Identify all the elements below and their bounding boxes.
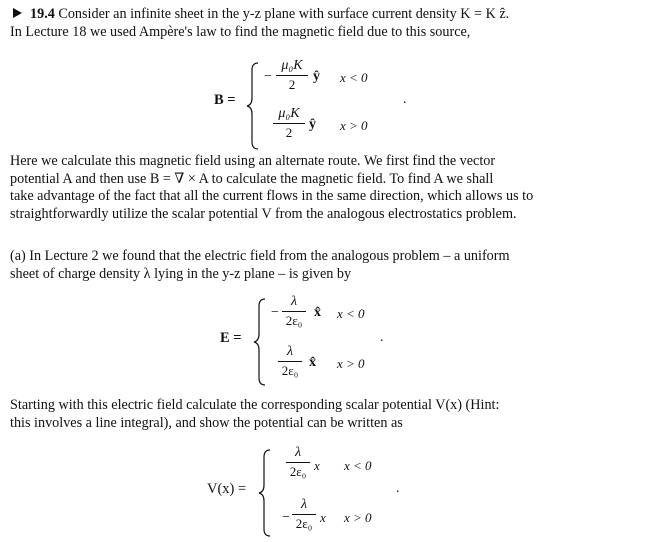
equation-scalar-potential — [0, 443, 667, 539]
intro-line-1 — [10, 6, 658, 24]
intro-line-2: In Lecture 18 we used Ampère's law to find the magnetic field due to this source, — [10, 23, 471, 40]
eq-b-row2-cond: x > 0 — [340, 118, 368, 133]
eq-b-row1-cond: x < 0 — [340, 70, 368, 85]
left-brace-icon — [246, 62, 260, 150]
eq-e-row2-den: 2ε₀ — [281, 363, 299, 378]
para4-line-1: Starting with this electric field calculate the corresponding scalar potential V(x) (Hint: — [10, 397, 500, 413]
eq-e-row2-fraction — [278, 344, 302, 378]
fraction-bar — [278, 361, 302, 362]
eq-e-row1-vec: x̂ — [314, 305, 321, 320]
para4-line-2: this involves a line integral), and show the potential can be written as — [10, 414, 403, 431]
part-a-intro — [10, 248, 658, 283]
fraction-bar — [292, 514, 316, 515]
eq-b-row1-sign: − — [264, 69, 272, 84]
eq-e-row1-fraction — [282, 294, 306, 328]
eq-v-period: . — [396, 481, 400, 496]
part-a-line-2: sheet of charge density λ lying in the y-z plane – is given by — [10, 265, 352, 282]
eq-b-row1-vec: ŷ — [313, 69, 320, 84]
eq-e-period: . — [380, 330, 384, 345]
left-brace-icon — [258, 449, 272, 537]
para2-line-3: take advantage of the fact that all the current flows in the same direction, which allows us to — [10, 188, 534, 205]
bullet-triangle-icon — [13, 8, 22, 18]
para2-line-2: potential A and then use B = ∇ × A to calculate the magnetic field. To find A we shall — [10, 170, 494, 187]
eq-v-row1-cond: x < 0 — [344, 458, 372, 473]
eq-v-row1-den: 2ε₀ — [289, 464, 307, 479]
para2-line-1: Here we calculate this magnetic field using an alternate route. We first find the vector — [10, 153, 496, 169]
problem-number: 19.4 — [30, 6, 55, 22]
eq-b-row1-num: μ₀K — [281, 58, 303, 73]
fraction-bar — [282, 311, 306, 312]
eq-b-row2-vec: ŷ — [309, 117, 316, 132]
equation-magnetic-field — [0, 58, 667, 154]
fraction-bar — [286, 462, 310, 463]
eq-v-row2-num: λ — [300, 497, 308, 512]
eq-v-row2-fraction — [292, 497, 316, 531]
paragraph-scalar-potential — [10, 397, 658, 432]
eq-b-row2-num: μ₀K — [278, 106, 300, 121]
eq-v-row2-sign: − — [282, 510, 290, 525]
eq-e-lhs: E = — [220, 330, 242, 346]
eq-b-row2-den: 2 — [285, 125, 293, 140]
problem-intro — [10, 6, 658, 41]
intro-text-1: Consider an infinite sheet in the y-z plane with surface current density K = K ẑ. — [58, 6, 510, 22]
eq-v-row1-fraction — [286, 445, 310, 479]
eq-b-period: . — [403, 92, 407, 107]
eq-v-row1-num: λ — [294, 445, 302, 460]
paragraph-vector-potential — [10, 153, 658, 223]
eq-e-row1-den: 2ε₀ — [285, 313, 303, 328]
eq-b-row1-den: 2 — [288, 77, 296, 92]
fraction-bar — [273, 123, 305, 124]
eq-e-row1-sign: − — [271, 305, 279, 320]
eq-v-lhs: V(x) = — [207, 481, 247, 497]
part-a-line-1: (a) In Lecture 2 we found that the electric field from the analogous problem – a uniform — [10, 248, 510, 264]
fraction-bar — [276, 75, 308, 76]
eq-e-row2-num: λ — [286, 344, 294, 359]
eq-v-row2-den: 2ε₀ — [295, 516, 313, 531]
eq-v-row1-var: x — [314, 458, 320, 473]
eq-b-row1-fraction — [276, 58, 308, 92]
eq-b-row2-fraction — [273, 106, 305, 140]
left-brace-icon — [253, 298, 267, 386]
eq-v-row2-cond: x > 0 — [344, 510, 372, 525]
eq-e-row1-num: λ — [290, 294, 298, 309]
equation-electric-field — [0, 292, 667, 388]
eq-e-row2-vec: x̂ — [309, 355, 316, 370]
eq-e-row1-cond: x < 0 — [337, 306, 365, 321]
eq-b-lhs: B = — [214, 92, 236, 108]
eq-e-row2-cond: x > 0 — [337, 356, 365, 371]
para2-line-4: straightforwardly utilize the scalar potential V from the analogous electrostatics problem. — [10, 205, 517, 222]
eq-v-row2-var: x — [320, 510, 326, 525]
